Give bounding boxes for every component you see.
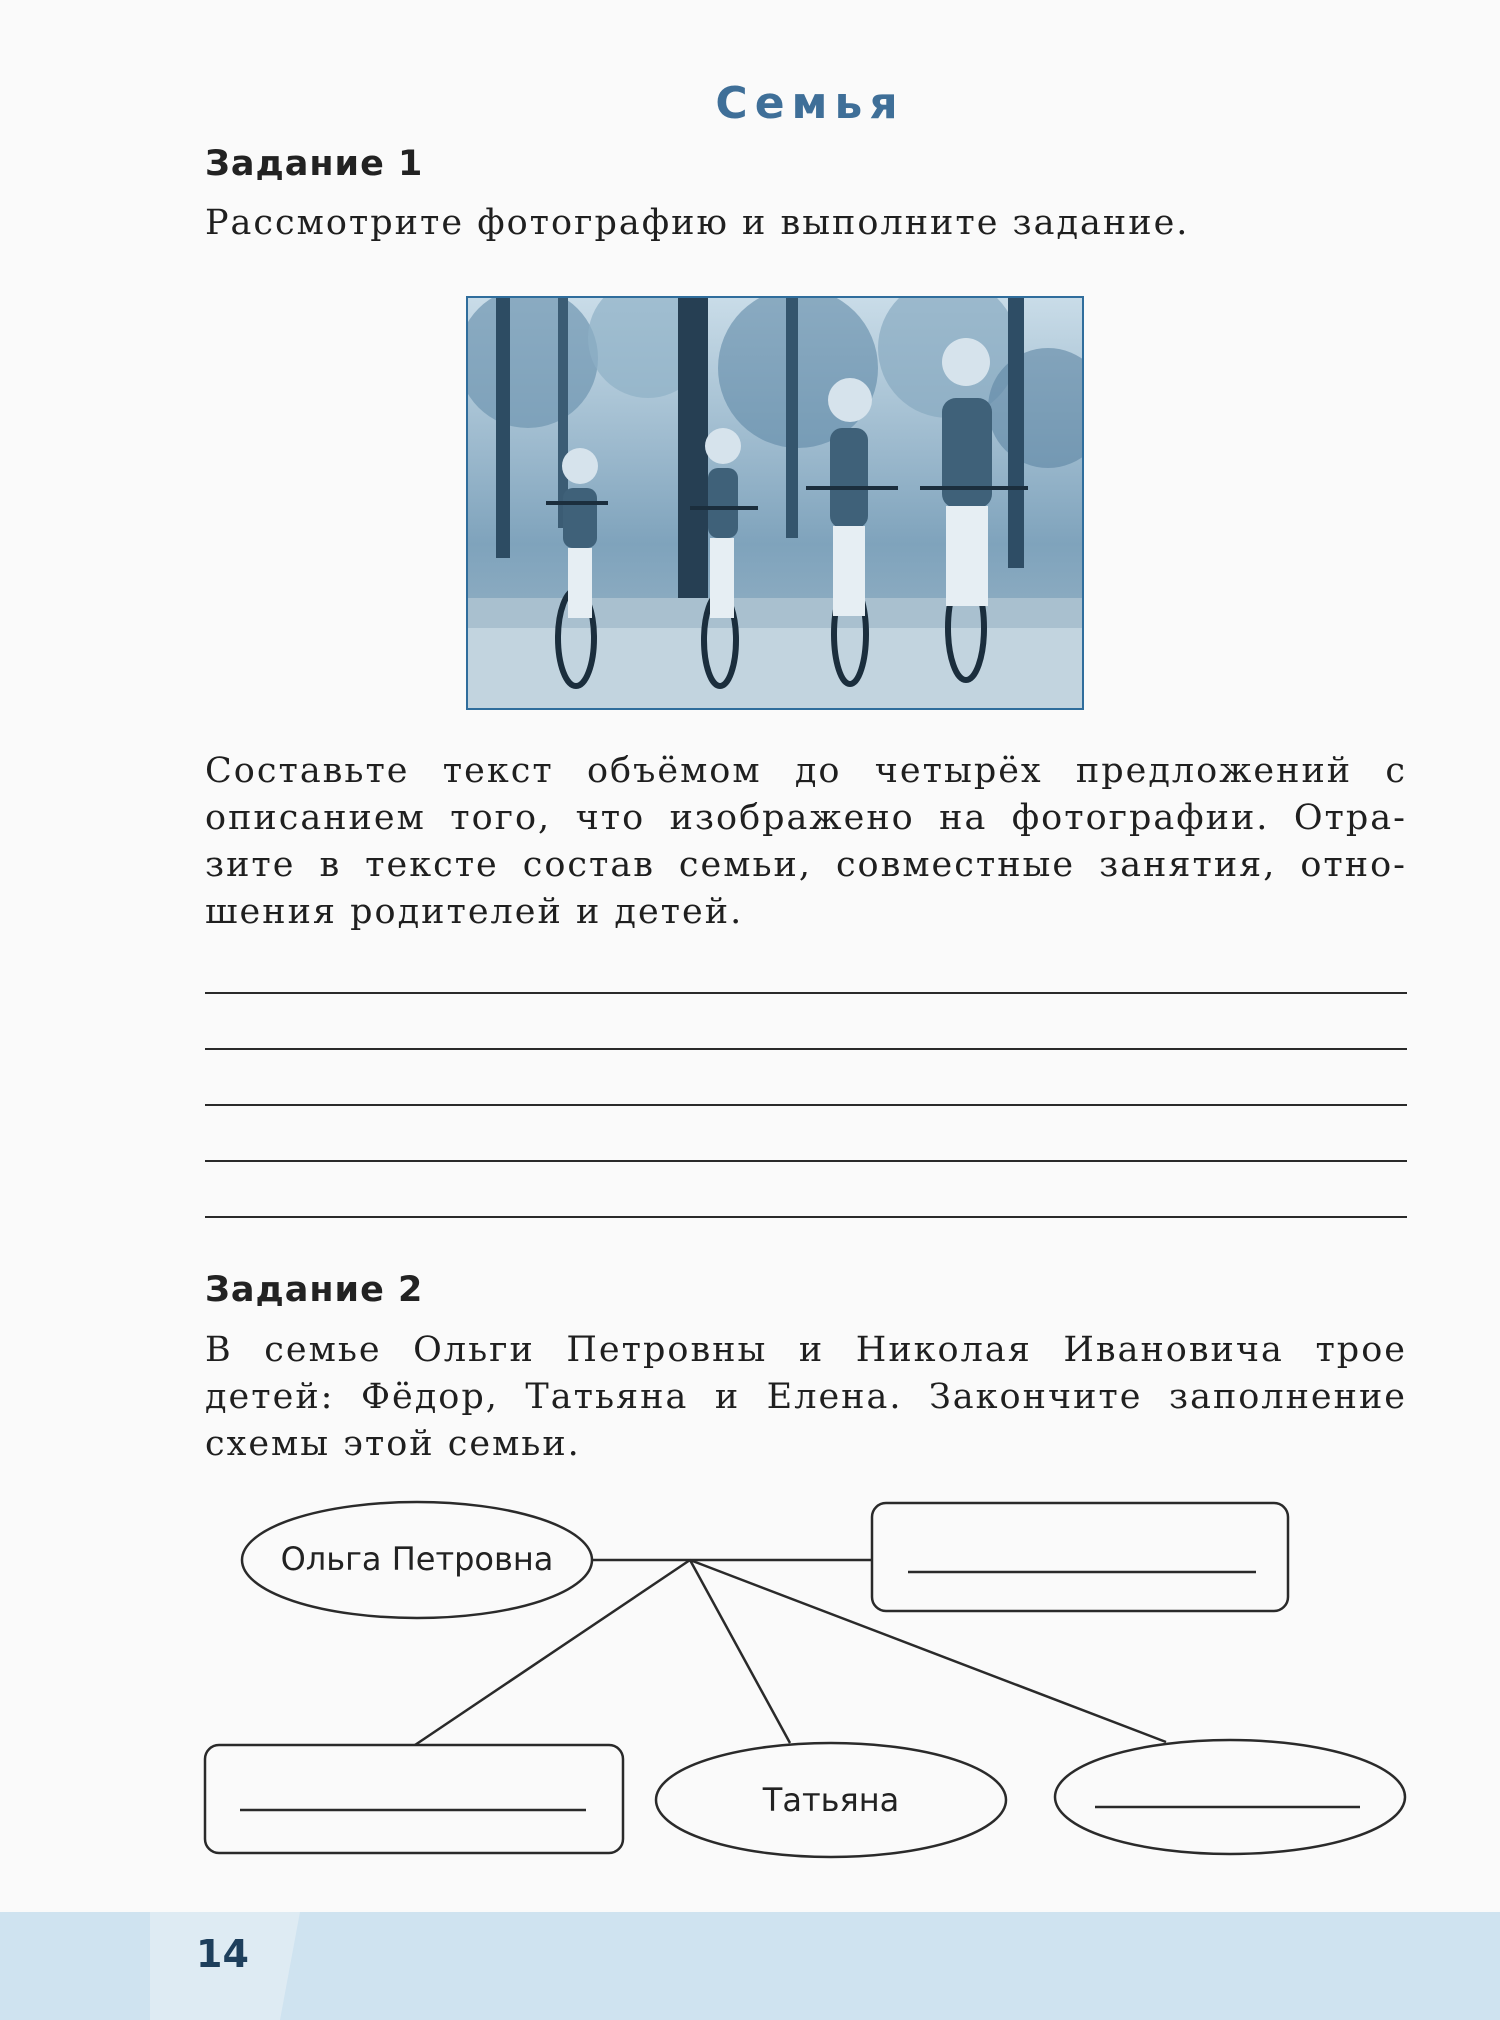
child-middle-label: Татьяна — [762, 1781, 900, 1819]
task2-text-line-2: детей: Фёдор, Татьяна и Елена. Закончите заполнение — [205, 1377, 1407, 1417]
child-right-node[interactable] — [1055, 1740, 1405, 1854]
task2-text-line-1: В семье Ольги Петровны и Николая Ивановича трое — [205, 1330, 1407, 1370]
child-left-node[interactable] — [205, 1745, 623, 1853]
task2-heading: Задание 2 — [205, 1270, 424, 1310]
task1-instruction-text: Рассмотрите фотографию и выполните задание. — [205, 203, 1190, 243]
task1-heading: Задание 1 — [205, 144, 424, 184]
page-title: Семья — [715, 78, 905, 129]
page-number: 14 — [196, 1932, 249, 1976]
task1-text-line-3: зите в тексте состав семьи, совместные занятия, отно- — [205, 845, 1407, 885]
child-middle-connector — [690, 1560, 790, 1743]
task2-text-line-3: схемы этой семьи. — [205, 1424, 581, 1464]
father-node[interactable] — [872, 1503, 1288, 1611]
child-left-connector — [415, 1560, 690, 1745]
child-right-connector — [690, 1560, 1166, 1742]
task1-text-line-4: шения родителей и детей. — [205, 892, 744, 932]
task1-text-line-1: Составьте текст объёмом до четырёх предложений с — [205, 751, 1407, 791]
task1-text-line-2: описанием того, что изображено на фотографии. Отра- — [205, 798, 1407, 838]
mother-label: Ольга Петровна — [280, 1540, 554, 1578]
